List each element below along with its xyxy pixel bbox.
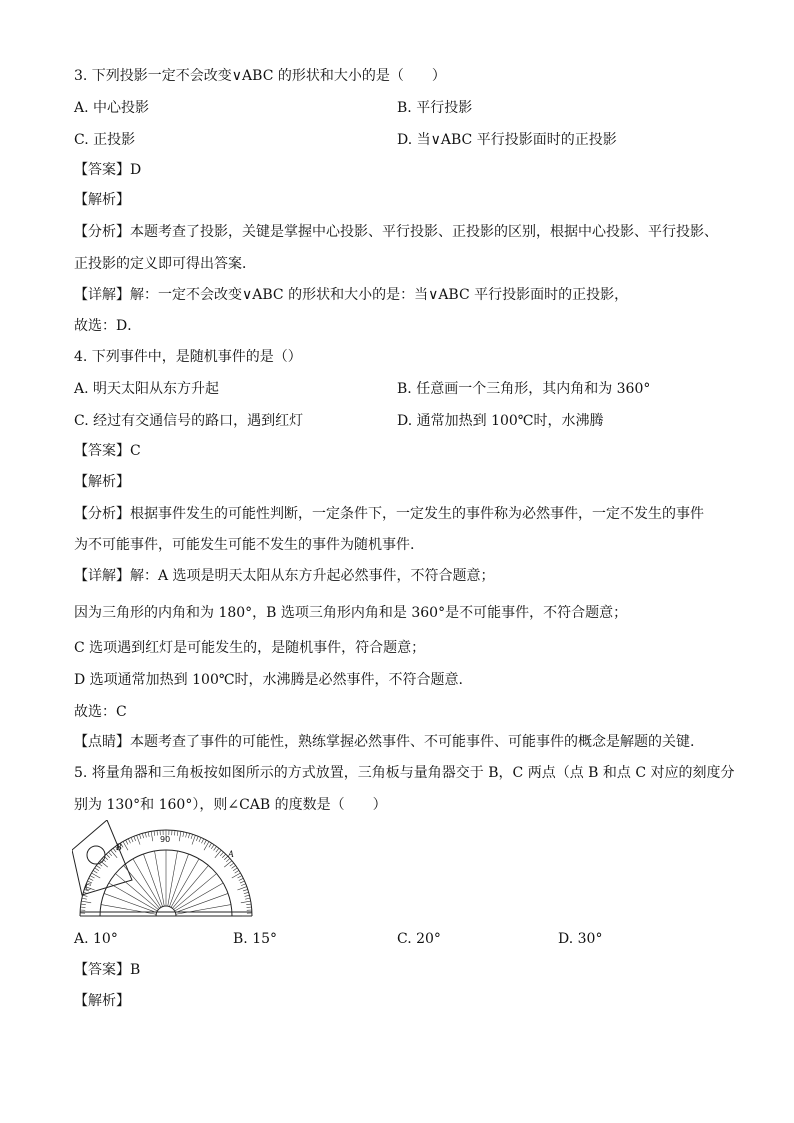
protractor-tick: [82, 898, 87, 899]
protractor-tick: [246, 904, 251, 905]
protractor-tick: [244, 892, 249, 893]
protractor-tick: [211, 845, 214, 849]
protractor-tick: [137, 835, 140, 844]
protractor-tick: [80, 907, 85, 908]
protractor-tick: [128, 839, 130, 843]
q4-xiangjie-line3: C 选项遇到红灯是可能发生的，是随机事件，符合题意；: [74, 640, 426, 656]
protractor-tick: [154, 831, 155, 836]
q4-option-c: C. 经过有交通信号的路口，遇到红灯: [74, 413, 304, 429]
protractor-tick: [95, 868, 99, 871]
q4-stem: 4. 下列事件中，是随机事件的是（）: [74, 349, 302, 365]
q5-option-d: D. 30°: [558, 931, 603, 947]
protractor-tick: [243, 889, 248, 891]
q4-fenxi-line1: 【分析】根据事件发生的可能性判断，一定条件下，一定发生的事件称为必然事件，一定不发生的事件: [74, 506, 704, 522]
protractor-tick: [81, 901, 91, 903]
q3-analysis-label: 【解析】: [74, 192, 130, 208]
protractor-tick: [134, 836, 136, 841]
q3-option-c: C. 正投影: [74, 132, 136, 148]
protractor-tick: [192, 835, 195, 844]
label-c: C: [85, 882, 92, 892]
q5-option-a: A. 10°: [74, 931, 118, 947]
protractor-tick: [139, 834, 141, 839]
q5-option-c: C. 20°: [397, 931, 441, 947]
protractor-tick: [145, 833, 146, 838]
q3-fenxi-line2: 正投影的定义即可得出答案．: [74, 256, 256, 272]
q5-stem-line1: 5. 将量角器和三角板按如图所示的方式放置，三角板与量角器交于 B，C 两点（点 B 和点 C 对应的刻度分: [74, 765, 735, 781]
q4-answer: 【答案】C: [74, 443, 141, 459]
label-b: B: [116, 842, 122, 852]
protractor-tick: [151, 831, 153, 841]
protractor-tick: [179, 831, 181, 841]
protractor-tick: [209, 843, 212, 847]
protractor-tick: [106, 854, 109, 858]
q5-option-b: B. 15°: [233, 931, 278, 947]
protractor-tick: [96, 865, 100, 868]
protractor-tick: [177, 831, 178, 836]
q3-option-d: D. 当∨ABC 平行投影面时的正投影: [397, 132, 617, 148]
protractor-tick: [215, 850, 221, 858]
protractor-triangle-figure: [72, 820, 262, 924]
q4-xiangjie-line2: 因为三角形的内角和为 180°，B 选项三角形内角和是 360°是不可能事件，不符合题意；: [74, 605, 628, 621]
q3-option-a: A. 中心投影: [74, 100, 150, 116]
protractor-tick: [238, 876, 242, 878]
protractor-tick: [220, 852, 223, 856]
protractor-tick: [222, 854, 225, 858]
q3-option-b: B. 平行投影: [397, 100, 473, 116]
protractor-tick: [245, 898, 250, 899]
protractor-tick: [241, 901, 251, 903]
q4-dianjing: 【点睛】本题考查了事件的可能性，熟练掌握必然事件、不可能事件、可能事件的概念是解题的关键.: [74, 734, 695, 750]
protractor-tick: [240, 881, 245, 883]
protractor-tick: [214, 846, 217, 850]
protractor-tick: [247, 907, 252, 908]
q4-option-d: D. 通常加热到 100℃时，水沸腾: [397, 413, 604, 429]
protractor-tick: [148, 832, 149, 837]
triangle-ruler: [72, 820, 132, 895]
q4-xiangjie-line1: 【详解】解：A 选项是明天太阳从东方升起必然事件，不符合题意；: [74, 568, 495, 584]
protractor-tick: [230, 863, 234, 866]
triangle-hole: [87, 846, 105, 864]
q4-xiangjie-line4: D 选项通常加热到 100℃时，水沸腾是必然事件，不符合题意.: [74, 672, 463, 688]
protractor-tick: [233, 868, 237, 871]
q5-stem-line2: 别为 130°和 160°），则∠CAB 的度数是（ ）: [74, 797, 387, 813]
protractor-tick: [83, 895, 88, 896]
label-90: 90: [160, 835, 171, 844]
q5-analysis-label: 【解析】: [74, 993, 130, 1009]
q4-option-a: A. 明天太阳从东方升起: [74, 381, 220, 397]
protractor-tick: [183, 832, 184, 837]
protractor-tick: [157, 830, 158, 835]
q3-fenxi-line1: 【分析】本题考查了投影，关键是掌握中心投影、平行投影、正投影的区别，根据中心投影、平行投影、: [74, 224, 718, 240]
protractor-tick: [131, 837, 133, 842]
q5-answer: 【答案】B: [74, 962, 141, 978]
protractor-tick: [174, 830, 175, 835]
protractor-tick: [186, 833, 187, 838]
protractor-tick: [232, 865, 236, 868]
protractor-tick: [108, 852, 111, 856]
q4-choose: 故选：C: [74, 704, 127, 720]
protractor-tick: [241, 884, 246, 886]
protractor-tick: [191, 834, 193, 839]
q4-analysis-label: 【解析】: [74, 474, 130, 490]
q4-option-b: B. 任意画一个三角形，其内角和为 360°: [397, 381, 651, 397]
q3-answer: 【答案】D: [74, 162, 142, 178]
protractor-tick: [216, 848, 219, 852]
protractor-tick: [100, 861, 108, 867]
protractor-tick: [89, 878, 93, 880]
protractor-tick: [237, 887, 246, 890]
q4-fenxi-line2: 为不可能事件，可能发生可能不发生的事件为随机事件.: [74, 537, 415, 553]
protractor-tick: [239, 878, 243, 880]
protractor-tick: [81, 904, 86, 905]
protractor-tick: [202, 839, 204, 843]
q3-stem: 3. 下列投影一定不会改变∨ABC 的形状和大小的是（ ）: [74, 68, 446, 84]
protractor-tick: [235, 870, 239, 873]
protractor-tick: [126, 840, 128, 844]
protractor-tick: [142, 833, 143, 838]
protractor-tick: [199, 837, 201, 842]
protractor-tick: [196, 836, 198, 841]
protractor-tick: [204, 840, 206, 844]
protractor-tick: [245, 895, 250, 896]
protractor-tick: [188, 833, 189, 838]
label-a: A: [228, 849, 234, 859]
protractor-tick: [90, 876, 94, 878]
protractor-tick: [224, 861, 232, 867]
protractor-tick: [93, 870, 97, 873]
q3-xiangjie: 【详解】解：一定不会改变∨ABC 的形状和大小的是：当∨ABC 平行投影面时的正投影，: [74, 287, 629, 303]
q3-choose: 故选：D．: [74, 318, 142, 334]
